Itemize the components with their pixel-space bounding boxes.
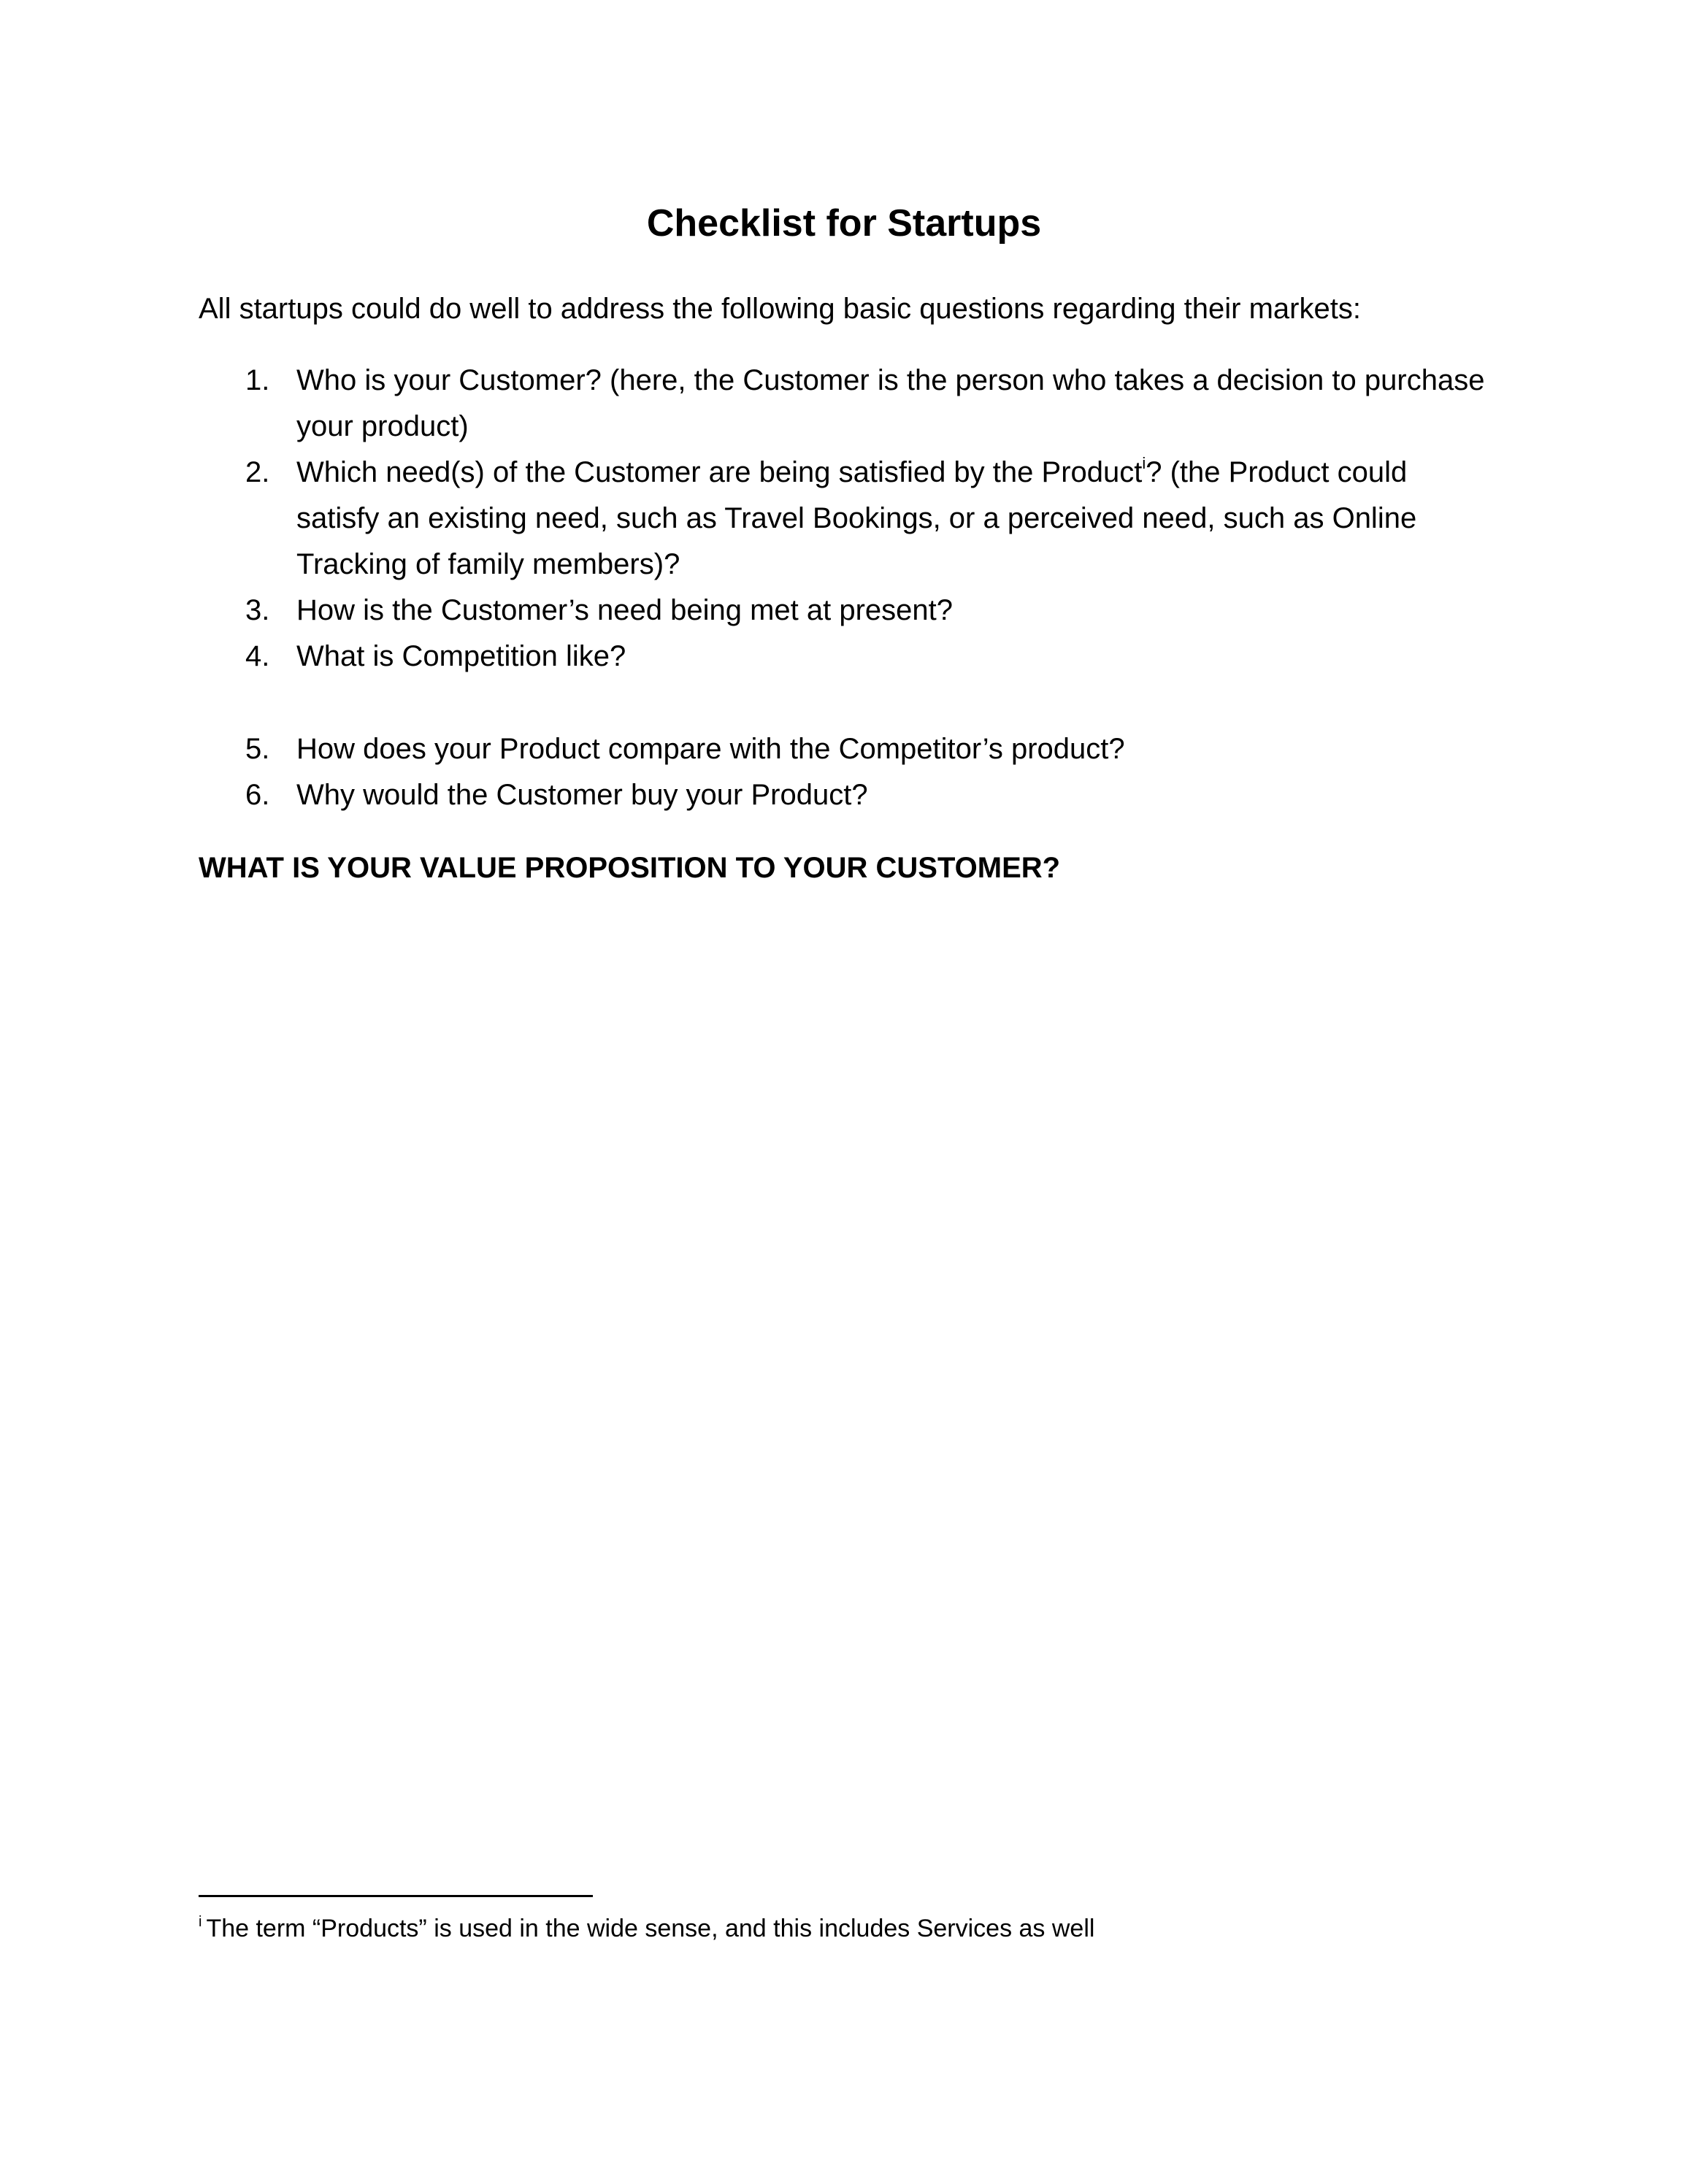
intro-paragraph: All startups could do well to address the following basic questions regarding their markets: bbox=[199, 293, 1361, 325]
list-item bbox=[199, 358, 1491, 450]
list-item-number: 4. bbox=[245, 640, 270, 672]
list-item-text-part: Which need(s) of the Customer are being satisfied by the Product bbox=[296, 456, 1143, 488]
list-item-text: What is Competition like? bbox=[296, 640, 626, 672]
list-item bbox=[199, 450, 1491, 588]
value-proposition-heading: WHAT IS YOUR VALUE PROPOSITION TO YOUR CUSTOMER? bbox=[199, 852, 1061, 884]
footnote-text: The term “Products” is used in the wide sense, and this includes Services as well bbox=[206, 1915, 1095, 1942]
list-item bbox=[199, 588, 1491, 634]
list-item-text: Why would the Customer buy your Product? bbox=[296, 779, 868, 811]
questions-list bbox=[199, 358, 1491, 818]
list-item-text: How is the Customer’s need being met at present? bbox=[296, 594, 954, 626]
list-item-number: 3. bbox=[245, 594, 270, 626]
footnote bbox=[199, 1911, 1094, 1946]
list-item-number: 6. bbox=[245, 779, 270, 811]
list-item-text bbox=[296, 456, 1416, 580]
list-item bbox=[199, 726, 1491, 772]
list-item-number: 2. bbox=[245, 456, 270, 488]
list-item-text: Who is your Customer? (here, the Customer is the person who takes a decision to purchase your product) bbox=[296, 364, 1485, 442]
list-item-text-part: ? (the Product could satisfy an existing need, such as Travel Bookings, or a perceived need, such as Online Tracking of family members)? bbox=[296, 456, 1417, 580]
list-item-text: How does your Product compare with the Competitor’s product? bbox=[296, 733, 1125, 765]
footnote-separator bbox=[199, 1895, 593, 1897]
footnote-marker: i bbox=[199, 1914, 202, 1930]
list-item-number: 1. bbox=[245, 364, 270, 396]
page-title: Checklist for Startups bbox=[646, 202, 1042, 245]
list-item-number: 5. bbox=[245, 733, 270, 765]
list-item bbox=[199, 772, 1491, 818]
footnote-reference[interactable]: i bbox=[1142, 454, 1146, 472]
list-item bbox=[199, 634, 1491, 680]
